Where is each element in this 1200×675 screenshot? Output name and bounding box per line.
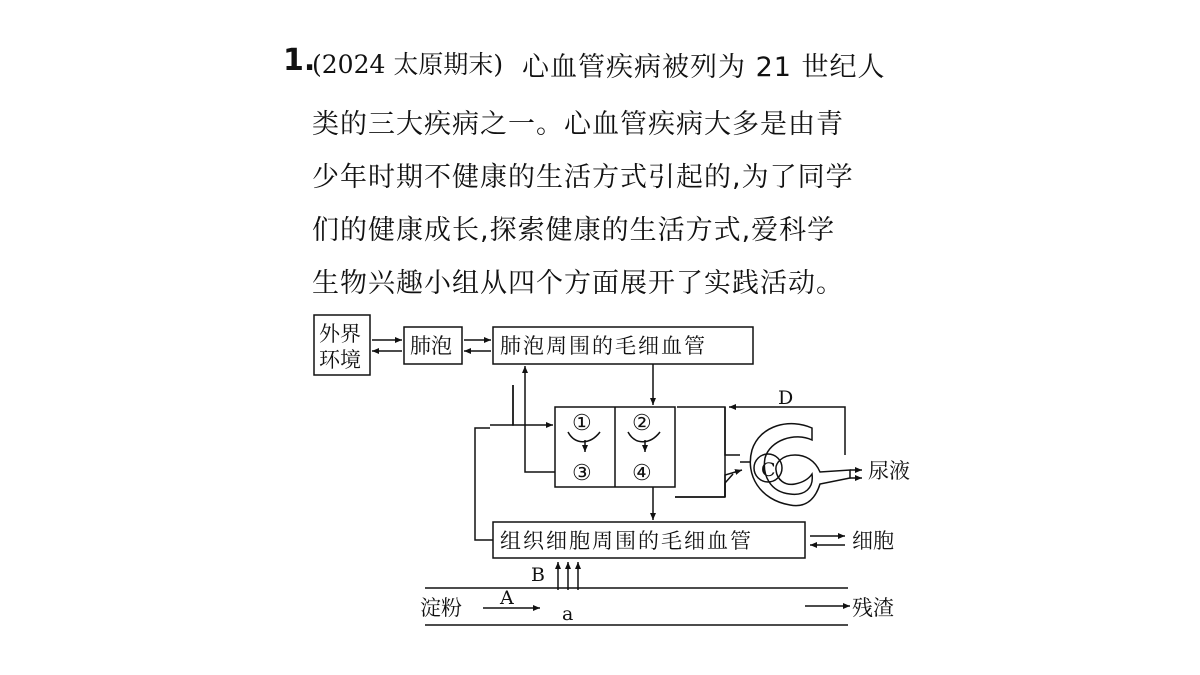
chamber-4: ④	[632, 461, 652, 486]
label-urine: 尿液	[868, 459, 910, 483]
chamber-2: ②	[632, 411, 652, 436]
label-residue: 残渣	[852, 596, 894, 620]
question-line-5: 生物兴趣小组从四个方面展开了实践活动。	[312, 268, 844, 299]
label-B: B	[531, 564, 545, 586]
label-tissue-capillaries: 组织细胞周围的毛细血管	[500, 529, 753, 553]
label-starch: 淀粉	[420, 596, 462, 620]
question-line-4: 们的健康成长,探索健康的生活方式,爱科学	[312, 215, 836, 246]
label-cells: 细胞	[852, 529, 894, 553]
label-a: a	[562, 603, 574, 625]
question-line-3: 少年时期不健康的生活方式引起的,为了同学	[312, 162, 854, 193]
question-line-2: 类的三大疾病之一。心血管疾病大多是由青	[312, 109, 844, 140]
chamber-3: ③	[572, 461, 592, 486]
chamber-1: ①	[572, 411, 592, 436]
label-external-env-2: 环境	[319, 348, 361, 372]
label-D: D	[778, 387, 794, 409]
label-alveoli: 肺泡	[410, 334, 452, 358]
question-source: (2024 太原期末)	[312, 50, 504, 79]
question-line-1: 心血管疾病被列为 21 世纪人	[522, 52, 886, 83]
label-A: A	[500, 587, 514, 609]
label-external-env-1: 外界	[319, 322, 361, 346]
label-C: C	[761, 459, 776, 481]
question-number: 1.	[283, 43, 316, 78]
label-alveolar-capillaries: 肺泡周围的毛细血管	[500, 334, 707, 358]
